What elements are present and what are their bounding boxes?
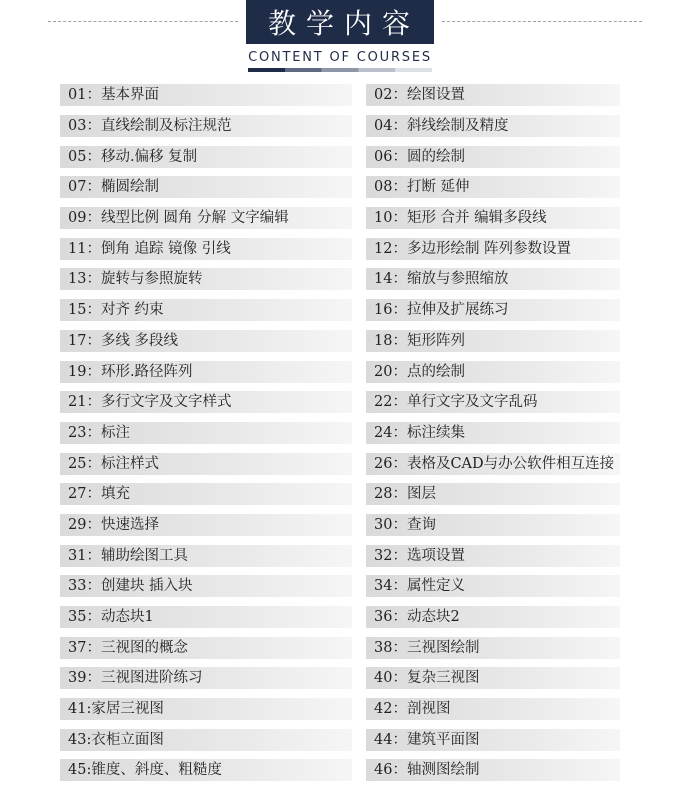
course-row: [60, 510, 620, 541]
course-row: [60, 724, 620, 755]
header: [0, 0, 680, 80]
course-item: 28：图层: [366, 483, 620, 505]
course-item: 06：圆的绘制: [366, 146, 620, 168]
course-item: 22：单行文字及文字乱码: [366, 391, 620, 413]
course-row: [60, 80, 620, 111]
course-item: 45:锥度、斜度、粗糙度: [60, 759, 352, 781]
course-item: 05：移动.偏移 复制: [60, 146, 352, 168]
course-row: [60, 172, 620, 203]
course-item: 44：建筑平面图: [366, 729, 620, 751]
page-subtitle: CONTENT OF COURSES: [248, 50, 432, 65]
course-item: 14：缩放与参照缩放: [366, 268, 620, 290]
course-item: 42：剖视图: [366, 698, 620, 720]
course-item: 30：查询: [366, 514, 620, 536]
dashed-divider-right: [442, 21, 642, 22]
course-row: [60, 418, 620, 449]
dashed-divider-left: [48, 21, 238, 22]
course-row: [60, 264, 620, 295]
course-item: 16：拉伸及扩展练习: [366, 299, 620, 321]
course-row: [60, 663, 620, 694]
course-row: [60, 203, 620, 234]
course-item: 12：多边形绘制 阵列参数设置: [366, 238, 620, 260]
course-item: 38：三视图绘制: [366, 637, 620, 659]
course-item: 07：椭圆绘制: [60, 176, 352, 198]
course-row: [60, 448, 620, 479]
course-row: [60, 387, 620, 418]
course-item: 35：动态块1: [60, 606, 352, 628]
course-item: 03：直线绘制及标注规范: [60, 115, 352, 137]
course-item: 26：表格及CAD与办公软件相互连接: [366, 453, 620, 475]
course-row: [60, 632, 620, 663]
course-item: 20：点的绘制: [366, 361, 620, 383]
page-title: 教学内容: [246, 0, 434, 44]
course-item: 01：基本界面: [60, 84, 352, 106]
course-row: [60, 326, 620, 357]
course-row: [60, 755, 620, 786]
course-row: [60, 233, 620, 264]
course-item: 04：斜线绘制及精度: [366, 115, 620, 137]
course-item: 36：动态块2: [366, 606, 620, 628]
course-item: 08：打断 延伸: [366, 176, 620, 198]
course-row: [60, 479, 620, 510]
course-row: [60, 602, 620, 633]
course-row: [60, 540, 620, 571]
course-item: 18：矩形阵列: [366, 330, 620, 352]
course-item: 27：填充: [60, 483, 352, 505]
course-row: [60, 356, 620, 387]
course-item: 31：辅助绘图工具: [60, 545, 352, 567]
course-item: 40：复杂三视图: [366, 667, 620, 689]
course-item: 34：属性定义: [366, 575, 620, 597]
course-item: 37：三视图的概念: [60, 637, 352, 659]
course-list: [60, 80, 620, 786]
course-item: 21：多行文字及文字样式: [60, 391, 352, 413]
course-row: [60, 295, 620, 326]
course-item: 39：三视图进阶练习: [60, 667, 352, 689]
course-row: [60, 141, 620, 172]
course-row: [60, 111, 620, 142]
course-item: 29：快速选择: [60, 514, 352, 536]
course-item: 19：环形.路径阵列: [60, 361, 352, 383]
course-item: 09：线型比例 圆角 分解 文字编辑: [60, 207, 352, 229]
course-item: 13：旋转与参照旋转: [60, 268, 352, 290]
course-item: 41:家居三视图: [60, 698, 352, 720]
course-item: 25：标注样式: [60, 453, 352, 475]
course-item: 46：轴测图绘制: [366, 759, 620, 781]
course-item: 32：选项设置: [366, 545, 620, 567]
course-item: 17：多线 多段线: [60, 330, 352, 352]
course-item: 11：倒角 追踪 镜像 引线: [60, 238, 352, 260]
course-item: 10：矩形 合并 编辑多段线: [366, 207, 620, 229]
course-item: 33：创建块 插入块: [60, 575, 352, 597]
course-item: 02：绘图设置: [366, 84, 620, 106]
course-item: 24：标注续集: [366, 422, 620, 444]
course-item: 43:衣柜立面图: [60, 729, 352, 751]
subtitle-gradient-bar: [248, 68, 432, 72]
course-row: [60, 571, 620, 602]
course-item: 15：对齐 约束: [60, 299, 352, 321]
course-row: [60, 694, 620, 725]
course-item: 23：标注: [60, 422, 352, 444]
